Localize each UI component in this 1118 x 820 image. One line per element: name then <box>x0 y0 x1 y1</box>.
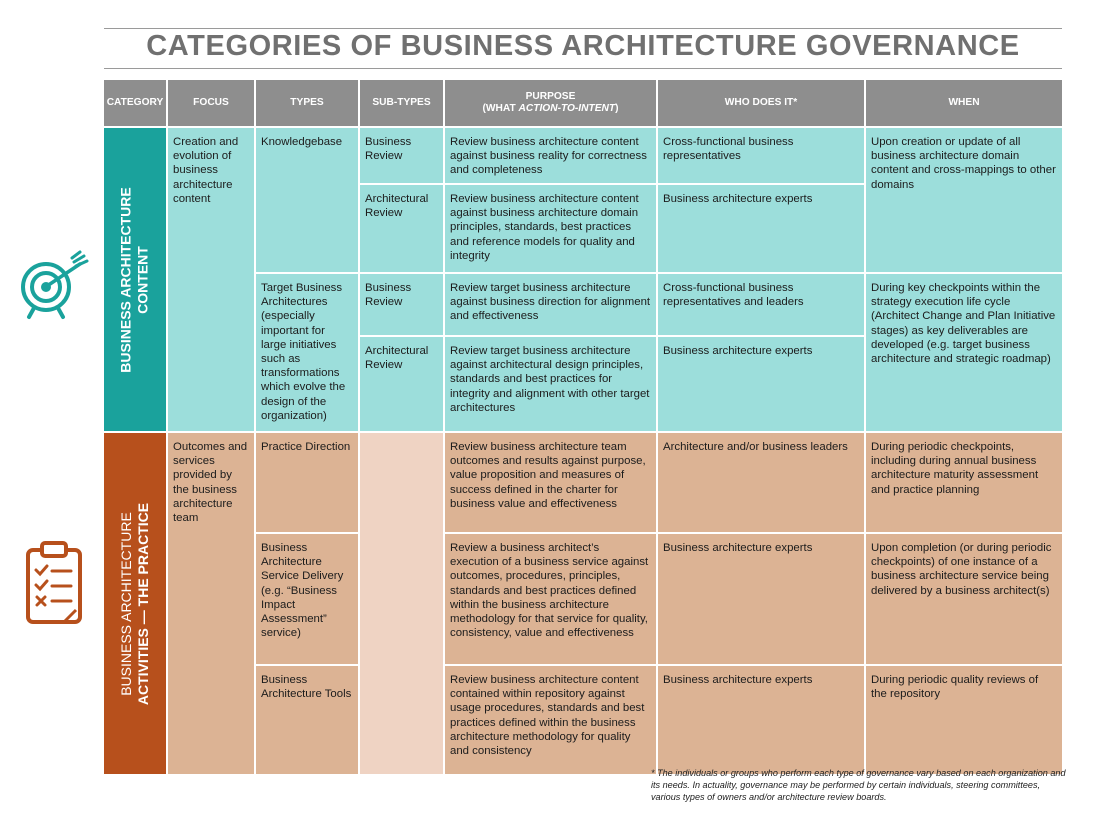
type-tools: Business Architecture Tools <box>256 666 358 774</box>
header-types: TYPES <box>256 80 358 126</box>
target-arrow-icon <box>14 250 92 320</box>
header-who: WHO DOES IT* <box>658 80 864 126</box>
purpose-cell: Review business architecture content against business reality for correctness and completeness <box>445 128 656 183</box>
category-practice-label: BUSINESS ARCHITECTURE ACTIVITIES — THE PRACTICE <box>118 502 152 705</box>
footnote: * The individuals or groups who perform each type of governance vary based on each organization and its needs. In actuality, governance may be performed by certain individuals, steering committees, various types of owners and/or architecture review boards. <box>651 768 1066 803</box>
header-purpose-title: PURPOSE <box>525 91 576 102</box>
header-category: CATEGORY <box>104 80 166 126</box>
purpose-cell: Review business architecture team outcomes and results against purpose, value proposition and measures of success defined in the charter for business value and effectiveness <box>445 433 656 532</box>
type-service-delivery: Business Architecture Service Delivery (e.g. “Business Impact Assessment” service) <box>256 534 358 664</box>
when-cell: During periodic checkpoints, including during annual business architecture maturity assessment and practice planning <box>866 433 1062 532</box>
category-content-band <box>104 128 166 431</box>
who-cell: Architecture and/or business leaders <box>658 433 864 532</box>
subtype-business-review: Business Review <box>360 274 443 335</box>
purpose-cell: Review target business architecture against architectural design principles, standards and best practices for integrity and alignment with other target architectures <box>445 337 656 431</box>
title-top-rule <box>104 28 1062 29</box>
page-title: CATEGORIES OF BUSINESS ARCHITECTURE GOVERNANCE <box>146 30 1020 62</box>
focus-content: Creation and evolution of business architecture content <box>168 128 254 431</box>
header-purpose-subtitle: (WHAT ACTION-TO-INTENT) <box>482 103 619 114</box>
type-practice-direction: Practice Direction <box>256 433 358 532</box>
clipboard-checklist-icon <box>24 540 84 626</box>
subtype-architectural-review: Architectural Review <box>360 337 443 431</box>
header-subtypes: SUB-TYPES <box>360 80 443 126</box>
focus-practice: Outcomes and services provided by the business architecture team <box>168 433 254 774</box>
type-knowledgebase: Knowledgebase <box>256 128 358 272</box>
subtype-architectural-review: Architectural Review <box>360 185 443 272</box>
purpose-cell: Review business architecture content contained within repository against usage procedures, standards and best practices defined within the business architecture methodology for quality and consistency <box>445 666 656 774</box>
who-cell: Business architecture experts <box>658 534 864 664</box>
purpose-cell: Review business architecture content against business architecture domain principles, standards, best practices and reference models for quality and integrity <box>445 185 656 272</box>
type-target-architectures: Target Business Architectures (especially important for large initiatives such as transformations which evolve the design of the organization) <box>256 274 358 431</box>
who-cell: Business architecture experts <box>658 666 864 774</box>
header-when: WHEN <box>866 80 1062 126</box>
who-cell: Cross-functional business representatives and leaders <box>658 274 864 335</box>
who-cell: Business architecture experts <box>658 337 864 431</box>
header-purpose <box>445 80 656 126</box>
when-cell: During periodic quality reviews of the repository <box>866 666 1062 774</box>
subtype-empty <box>360 433 443 774</box>
when-cell: Upon completion (or during periodic checkpoints) of one instance of a business architecture service being delivered by a business architect(s) <box>866 534 1062 664</box>
governance-table <box>104 80 1062 758</box>
title-bottom-rule <box>104 68 1062 69</box>
purpose-cell: Review a business architect’s execution of a business service against outcomes, procedures, principles, standards and best practices defined within the business architecture methodology for that service for quality, consistency, value and effectiveness <box>445 534 656 664</box>
who-cell: Cross-functional business representatives <box>658 128 864 183</box>
subtype-business-review: Business Review <box>360 128 443 183</box>
when-cell: During key checkpoints within the strategy execution life cycle (Architect Change and Plan Initiative stages) as key deliverables are developed (e.g. target business architecture and strategic roadmap) <box>866 274 1062 431</box>
header-focus: FOCUS <box>168 80 254 126</box>
who-cell: Business architecture experts <box>658 185 864 272</box>
category-content-label: BUSINESS ARCHITECTURE CONTENT <box>118 186 152 373</box>
when-cell: Upon creation or update of all business architecture domain content and cross-mappings to other domains <box>866 128 1062 272</box>
category-practice-band <box>104 433 166 774</box>
purpose-cell: Review target business architecture against business direction for alignment and effectiveness <box>445 274 656 335</box>
